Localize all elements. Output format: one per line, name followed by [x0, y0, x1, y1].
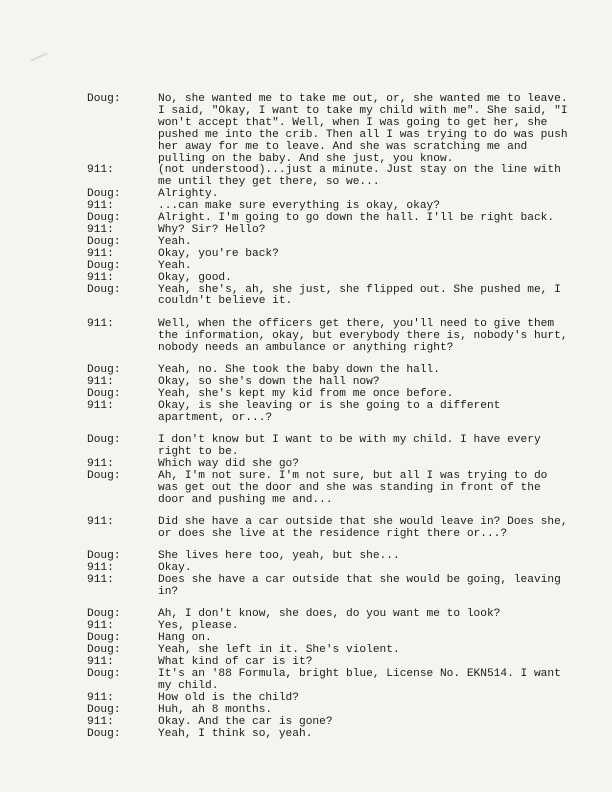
call-transcript — [87, 94, 587, 740]
speech-text: Okay, so she's down the hall now? — [158, 375, 380, 388]
speaker-label: Doug: — [87, 434, 121, 447]
speaker-label: 911: — [87, 715, 114, 728]
speaker-label: Doug: — [87, 212, 121, 225]
speaker-label: 911: — [87, 271, 114, 284]
speech-text: Alright. I'm going to go down the hall. I'll be right back. — [158, 212, 555, 225]
speaker-label: 911: — [87, 375, 114, 388]
speech-text: Okay, you're back? — [158, 247, 279, 260]
transcript-entry — [87, 94, 587, 165]
speaker-label: Doug: — [87, 387, 121, 400]
transcript-entry — [87, 471, 587, 507]
speech-text: I don't know but I want to be with my child. I have every right to be. — [158, 434, 541, 458]
speech-text: Okay. And the car is gone? — [158, 715, 333, 728]
speech-text: Ah, I don't know, she does, do you want me to look? — [158, 608, 501, 621]
speaker-label: 911: — [87, 317, 114, 330]
speaker-label: 911: — [87, 223, 114, 236]
speaker-label: 911: — [87, 164, 114, 177]
speech-text: Ah, I'm not sure. I'm not sure, but all I was trying to do was get out the door and she was standing in front of the door and pushing me and... — [158, 469, 548, 506]
speech-text: Did she have a car outside that she would leave in? Does she, or does she live at the residence right there or...? — [158, 516, 568, 540]
transcript-entry — [87, 693, 587, 705]
transcript-entry — [87, 249, 587, 261]
speech-text: Okay. — [158, 562, 192, 575]
speaker-label: Doug: — [87, 188, 121, 201]
speaker-label: 911: — [87, 691, 114, 704]
speech-text: It's an '88 Formula, bright blue, License No. EKN514. I want my child. — [158, 667, 561, 692]
transcript-entry — [87, 705, 587, 717]
speaker-label: Doug: — [87, 608, 121, 621]
transcript-entry — [87, 165, 587, 189]
speaker-label: Doug: — [87, 667, 121, 680]
speech-text: Yeah, she's kept my kid from me once before. — [158, 387, 454, 400]
speech-text: ...can make sure everything is okay, okay? — [158, 200, 440, 213]
speaker-label: Doug: — [87, 727, 121, 740]
speaker-label: Doug: — [87, 550, 121, 563]
transcript-entry — [87, 389, 587, 401]
speaker-label: 911: — [87, 200, 114, 213]
transcript-entry — [87, 237, 587, 249]
speech-text: Yeah. — [158, 259, 192, 272]
speaker-label: 911: — [87, 620, 114, 633]
speaker-label: Doug: — [87, 364, 121, 377]
speech-text: Okay, is she leaving or is she going to a different apartment, or...? — [158, 399, 501, 424]
transcript-entry — [87, 273, 587, 285]
speech-text: Yeah, she left in it. She's violent. — [158, 644, 400, 657]
speech-text: Okay, good. — [158, 271, 232, 284]
speech-text: Yeah, no. She took the baby down the hall. — [158, 364, 440, 377]
speaker-label: 911: — [87, 574, 114, 587]
speaker-label: 911: — [87, 516, 114, 528]
transcript-entry — [87, 435, 587, 459]
transcript-entry — [87, 669, 587, 693]
speech-text: Huh, ah 8 months. — [158, 703, 273, 716]
speech-text: Which way did she go? — [158, 457, 299, 470]
speech-text: Why? Sir? Hello? — [158, 223, 266, 236]
speaker-label: 911: — [87, 656, 114, 669]
speaker-label: Doug: — [87, 93, 121, 105]
transcript-entry — [87, 261, 587, 273]
transcript-entry — [87, 319, 587, 355]
speaker-label: Doug: — [87, 644, 121, 657]
transcript-entry — [87, 285, 587, 309]
speech-text: How old is the child? — [158, 691, 299, 704]
speech-text: Yes, please. — [158, 620, 239, 633]
speech-text: Yeah. — [158, 235, 192, 248]
speaker-label: 911: — [87, 562, 114, 575]
transcript-entry — [87, 517, 587, 541]
speech-text: Does she have a car outside that she would be going, leaving in? — [158, 574, 561, 599]
speaker-label: Doug: — [87, 235, 121, 248]
speaker-label: 911: — [87, 247, 114, 260]
speaker-label: Doug: — [87, 259, 121, 272]
speech-text: (not understood)...just a minute. Just stay on the line with me until they get there, so we... — [158, 164, 561, 189]
speech-text: Yeah, she's, ah, she just, she flipped out. She pushed me, I couldn't believe it. — [158, 283, 561, 308]
speech-text: What kind of car is it? — [158, 656, 313, 669]
scan-mark — [30, 52, 47, 61]
speaker-label: 911: — [87, 399, 114, 412]
speech-text: No, she wanted me to take me out, or, she wanted me to leave. I said, "Okay, I want to take my child with me". She said, "I won't accept that". Well, when I was going to get her, she pushed me into the crib. Then all I was trying to do was push her away for me to leave. And she was scratching me and pulling on the baby. And she just, you know. — [158, 93, 568, 165]
speaker-label: Doug: — [87, 703, 121, 716]
speaker-label: Doug: — [87, 283, 121, 296]
speech-text: Alrighty. — [158, 188, 219, 201]
speaker-label: Doug: — [87, 469, 121, 482]
speaker-label: 911: — [87, 457, 114, 470]
transcript-entry — [87, 575, 587, 599]
speech-text: She lives here too, yeah, but she... — [158, 550, 400, 563]
transcript-entry — [87, 401, 587, 425]
transcript-entry — [87, 729, 587, 741]
speech-text: Yeah, I think so, yeah. — [158, 727, 313, 740]
speech-text: Hang on. — [158, 632, 212, 645]
speaker-label: Doug: — [87, 632, 121, 645]
speech-text: Well, when the officers get there, you'll need to give them the information, okay, but everybody there is, nobody's hurt, nobody needs an ambulance or anything right? — [158, 317, 568, 354]
transcript-entry — [87, 717, 587, 729]
transcript-entry — [87, 459, 587, 471]
